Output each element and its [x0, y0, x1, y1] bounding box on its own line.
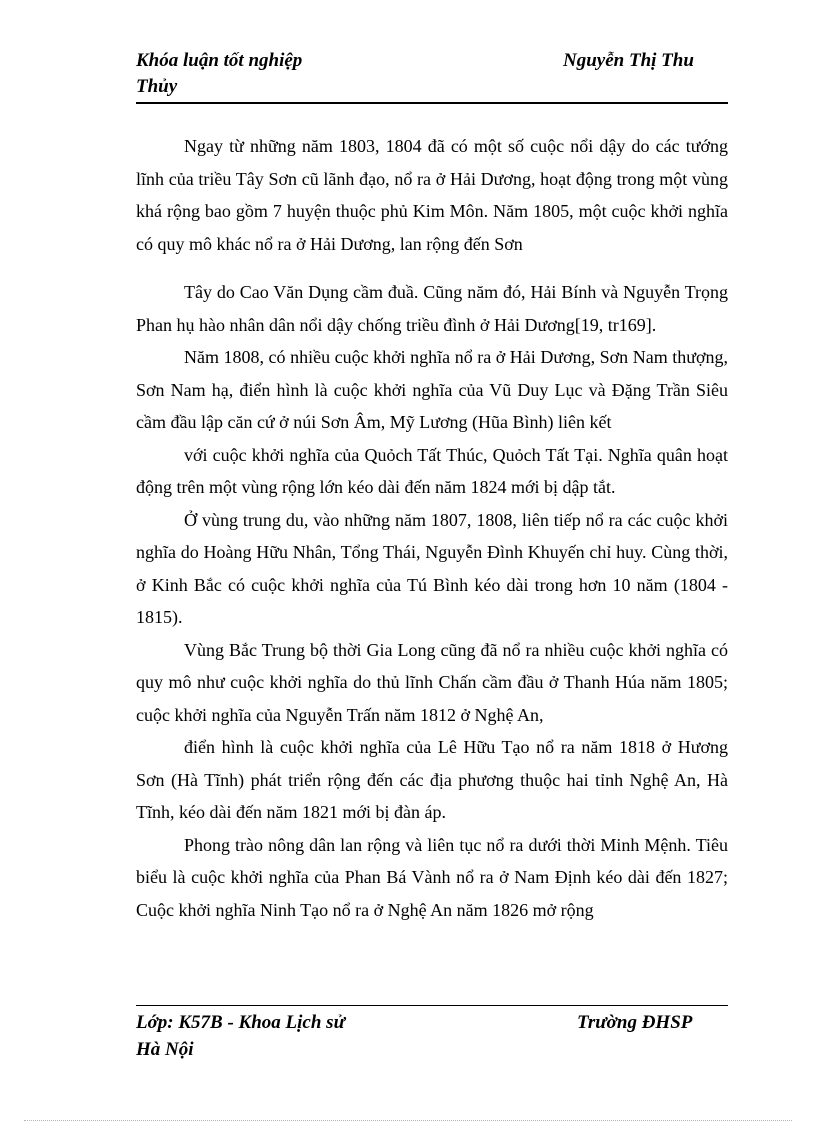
header-divider [136, 102, 728, 104]
header-author: Nguyễn Thị Thu [563, 50, 694, 71]
footer-school-continued: Hà Nội [136, 1039, 194, 1060]
paragraph-block-1 [136, 130, 728, 260]
header-title: Khóa luận tốt nghiệp [136, 50, 303, 71]
header-row-continued [136, 74, 728, 100]
paragraph: Tây do Cao Văn Dụng cầm đuầ. Cũng năm đó, Hải Bính và Nguyễn Trọng Phan hụ hào nhân dân nổi dậy chống triều đình ở Hải Dương[19, tr169]. [136, 282, 728, 335]
paragraph: Ngay từ những năm 1803, 1804 đã có một số cuộc nổi dậy do các tướng lĩnh của triều Tây Sơn cũ lãnh đạo, nổ ra ở Hải Dương, hoạt động trong một vùng khá rộng bao gồm 7 huyện thuộc phủ Kim Môn. Năm 1805, một cuộc khởi nghĩa có quy mô khác nổ ra ở Hải Dương, lan rộng đến Sơn [136, 136, 728, 254]
paragraph: với cuộc khởi nghĩa của Quỏch Tất Thúc, Quỏch Tất Tại. Nghĩa quân hoạt động trên một vùng rộng lớn kéo dài đến năm 1824 mới bị dập tắt. [136, 444, 728, 497]
paragraph: Phong trào nông dân lan rộng và liên tục nổ ra dưới thời Minh Mệnh. Tiêu biểu là cuộc khởi nghĩa của Phan Bá Vành nổ ra ở Nam Định kéo dài đến 1827; Cuộc khởi nghĩa Ninh Tạo nổ ra ở Nghệ An năm 1826 mở rộng [136, 834, 728, 920]
paragraph: Ở vùng trung du, vào những năm 1807, 1808, liên tiếp nổ ra các cuộc khởi nghĩa do Hoàng Hữu Nhân, Tổng Thái, Nguyễn Đình Khuyến chỉ huy. Cùng thời, ở Kinh Bắc có cuộc khởi nghĩa của Tú Bình kéo dài trong hơn 10 năm (1804 - 1815). [136, 509, 728, 627]
footer-row-continued [136, 1036, 728, 1063]
footer-divider [136, 1005, 728, 1006]
header-author-continued: Thủy [136, 76, 178, 97]
footer-row [136, 1009, 728, 1036]
footer-class: Lớp: K57B - Khoa Lịch sử [136, 1012, 345, 1033]
page-edge-divider [24, 1120, 792, 1121]
paragraph: điển hình là cuộc khởi nghĩa của Lê Hữu Tạo nổ ra năm 1818 ở Hương Sơn (Hà Tĩnh) phát triển rộng đến các địa phương thuộc hai tỉnh Nghệ An, Hà Tĩnh, kéo dài đến năm 1821 mới bị đàn áp. [136, 737, 728, 822]
paragraph: Vùng Bắc Trung bộ thời Gia Long cũng đã nổ ra nhiều cuộc khởi nghĩa có quy mô như cuộc khởi nghĩa do thủ lĩnh Chấn cầm đầu ở Thanh Húa năm 1805; cuộc khởi nghĩa của Nguyễn Trấn năm 1812 ở Nghệ An, [136, 639, 728, 725]
paragraph-block-2 [136, 276, 728, 926]
footer-school: Trường ĐHSP [577, 1012, 693, 1033]
header-row [136, 48, 728, 74]
paragraph: Năm 1808, có nhiều cuộc khởi nghĩa nổ ra ở Hải Dương, Sơn Nam thượng, Sơn Nam hạ, điển hình là cuộc khởi nghĩa của Vũ Duy Lục và Đặng Trần Siêu cầm đầu lập căn cứ ở núi Sơn Âm, Mỹ Lương (Hũa Bình) liên kết [136, 347, 728, 432]
